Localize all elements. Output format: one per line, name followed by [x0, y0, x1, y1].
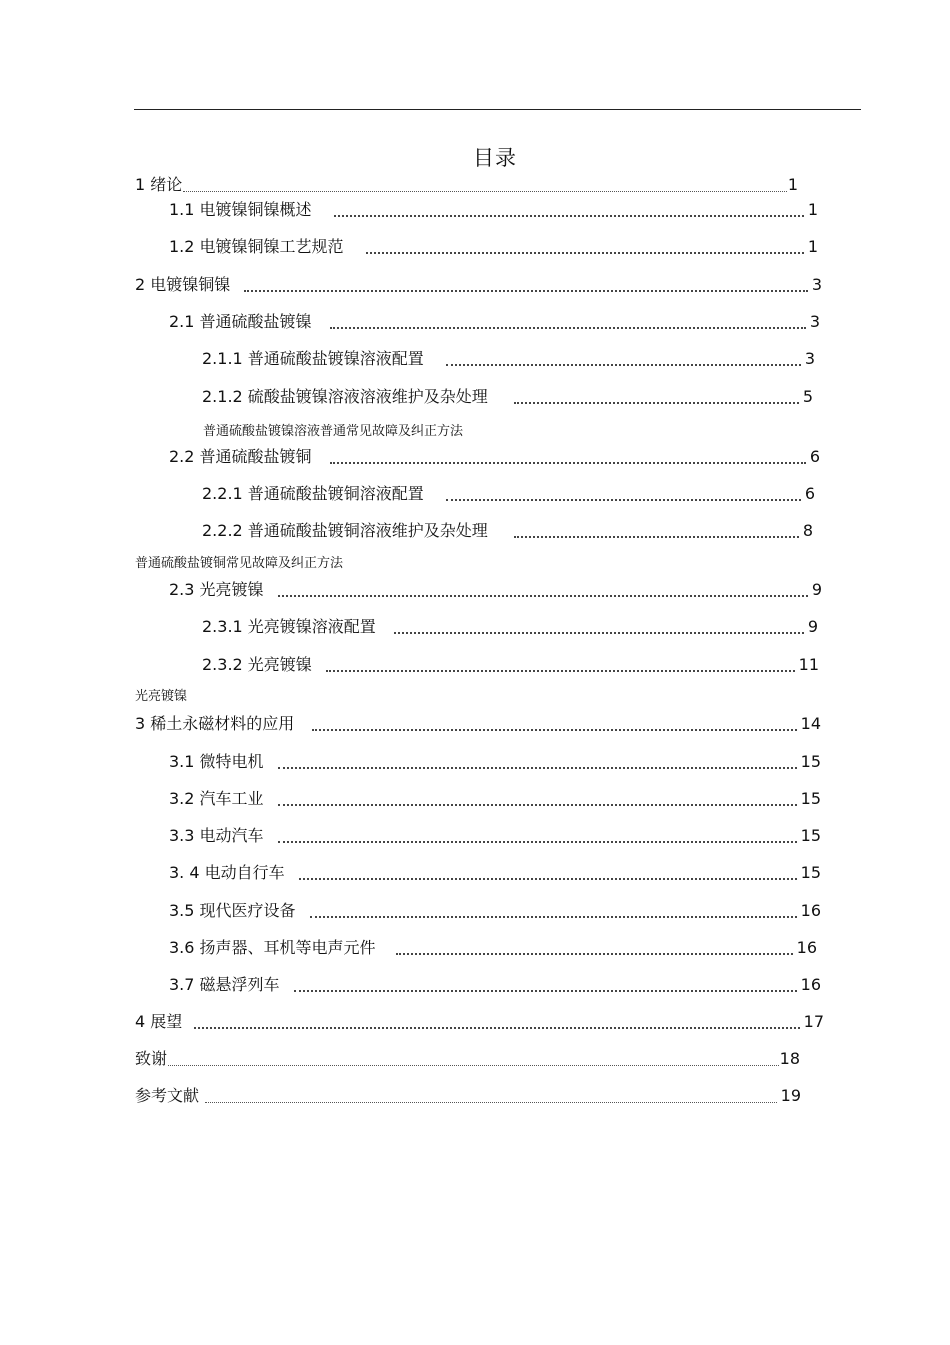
leader-dots — [326, 660, 795, 672]
toc-page: 5 — [802, 387, 813, 406]
toc-page: 15 — [800, 826, 821, 845]
leader-dots — [446, 489, 801, 501]
toc-label: 3. 4 电动自行车 — [169, 863, 285, 882]
toc-label: 3.2 汽车工业 — [169, 789, 264, 808]
toc-page: 17 — [803, 1012, 824, 1031]
toc-entry-acknowledgements[interactable] — [135, 1049, 800, 1069]
toc-label: 2 电镀镍铜镍 — [135, 275, 231, 294]
toc-entry-1[interactable] — [135, 175, 798, 195]
toc-entry-3-4[interactable] — [169, 863, 821, 883]
toc-entry-2-2-1[interactable] — [202, 484, 815, 504]
leader-dots — [330, 452, 806, 464]
toc-page: 16 — [796, 938, 817, 957]
toc-page: 18 — [779, 1049, 800, 1068]
toc-entry-3-1[interactable] — [169, 752, 821, 772]
toc-page: 8 — [802, 521, 813, 540]
toc-page: 3 — [809, 312, 820, 331]
toc-page: 11 — [798, 655, 819, 674]
toc-page: 6 — [809, 447, 820, 466]
header-rule — [134, 109, 861, 110]
toc-label: 3.7 磁悬浮列车 — [169, 975, 280, 994]
toc-entry-3-6[interactable] — [169, 938, 817, 958]
toc-entry-4[interactable] — [135, 1012, 824, 1032]
leader-dots — [294, 980, 797, 992]
toc-page: 6 — [804, 484, 815, 503]
toc-entry-2-3-1[interactable] — [202, 617, 818, 637]
toc-page: 1 — [807, 200, 818, 219]
toc-label: 3.6 扬声器、耳机等电声元件 — [169, 938, 376, 957]
toc-label: 3.1 微特电机 — [169, 752, 264, 771]
leader-dots — [446, 354, 801, 366]
toc-entry-3-2[interactable] — [169, 789, 821, 809]
leader-dots — [312, 719, 796, 731]
leader-dots — [278, 831, 797, 843]
toc-entry-3-5[interactable] — [169, 901, 821, 921]
toc-label: 2.3.2 光亮镀镍 — [202, 655, 312, 674]
toc-page: 14 — [800, 714, 821, 733]
toc-entry-2-2-2[interactable] — [202, 521, 813, 541]
leader-dots — [278, 794, 797, 806]
toc-page: 15 — [800, 789, 821, 808]
toc-page: 9 — [811, 580, 822, 599]
toc-entry-1-2[interactable] — [169, 237, 818, 257]
stray-heading-note: 光亮镀镍 — [135, 689, 188, 704]
toc-entry-2[interactable] — [135, 275, 822, 295]
toc-entry-2-1-2[interactable] — [202, 387, 813, 407]
leader-dots — [278, 585, 808, 597]
leader-dots — [194, 1017, 799, 1029]
toc-label: 致谢 — [135, 1049, 168, 1068]
toc-entry-2-2[interactable] — [169, 447, 820, 467]
toc-page: 15 — [800, 752, 821, 771]
leader-dots — [330, 317, 806, 329]
toc-page: 9 — [807, 617, 818, 636]
leader-dots — [205, 1092, 777, 1103]
toc-page: 19 — [780, 1086, 801, 1105]
toc-entry-3-7[interactable] — [169, 975, 821, 995]
toc-label: 2.3.1 光亮镀镍溶液配置 — [202, 617, 376, 636]
leader-dots — [514, 392, 799, 404]
leader-dots — [396, 943, 793, 955]
toc-label: 1.1 电镀镍铜镍概述 — [169, 200, 312, 219]
toc-page: 1 — [807, 237, 818, 256]
toc-label: 1.2 电镀镍铜镍工艺规范 — [169, 237, 344, 256]
toc-entry-references[interactable] — [135, 1086, 801, 1106]
toc-label: 2.2.2 普通硫酸盐镀铜溶液维护及杂处理 — [202, 521, 488, 540]
leader-dots — [244, 280, 808, 292]
stray-heading-note: 普通硫酸盐镀铜常见故障及纠正方法 — [135, 556, 344, 571]
leader-dots — [514, 526, 799, 538]
leader-dots — [299, 868, 797, 880]
toc-entry-2-3[interactable] — [169, 580, 822, 600]
toc-entry-2-1-1[interactable] — [202, 349, 815, 369]
leader-dots — [168, 1055, 779, 1066]
toc-label: 4 展望 — [135, 1012, 183, 1031]
toc-page: 15 — [800, 863, 821, 882]
toc-label: 3.3 电动汽车 — [169, 826, 264, 845]
leader-dots — [366, 242, 804, 254]
toc-label: 3.5 现代医疗设备 — [169, 901, 296, 920]
page-title: 目录 — [473, 146, 517, 170]
toc-entry-2-3-2[interactable] — [202, 655, 819, 675]
leader-dots — [183, 181, 787, 192]
toc-label: 2.1.1 普通硫酸盐镀镍溶液配置 — [202, 349, 424, 368]
toc-page: 16 — [800, 901, 821, 920]
toc-label: 参考文献 — [135, 1086, 200, 1105]
leader-dots — [394, 622, 804, 634]
toc-label: 2.2 普通硫酸盐镀铜 — [169, 447, 312, 466]
toc-label: 2.1 普通硫酸盐镀镍 — [169, 312, 312, 331]
toc-entry-3[interactable] — [135, 714, 821, 734]
leader-dots — [278, 757, 797, 769]
toc-entry-1-1[interactable] — [169, 200, 818, 220]
toc-page: 3 — [811, 275, 822, 294]
toc-entry-2-1[interactable] — [169, 312, 820, 332]
toc-page: 3 — [804, 349, 815, 368]
toc-label: 2.1.2 硫酸盐镀镍溶液溶液维护及杂处理 — [202, 387, 488, 406]
toc-page: 1 — [787, 175, 798, 194]
stray-heading-note: 普通硫酸盐镀镍溶液普通常见故障及纠正方法 — [203, 424, 464, 439]
toc-entry-3-3[interactable] — [169, 826, 821, 846]
toc-page: 16 — [800, 975, 821, 994]
toc-label: 2.3 光亮镀镍 — [169, 580, 264, 599]
leader-dots — [310, 906, 797, 918]
toc-label: 1 绪论 — [135, 175, 183, 194]
leader-dots — [334, 205, 804, 217]
toc-label: 3 稀土永磁材料的应用 — [135, 714, 295, 733]
toc-label: 2.2.1 普通硫酸盐镀铜溶液配置 — [202, 484, 424, 503]
